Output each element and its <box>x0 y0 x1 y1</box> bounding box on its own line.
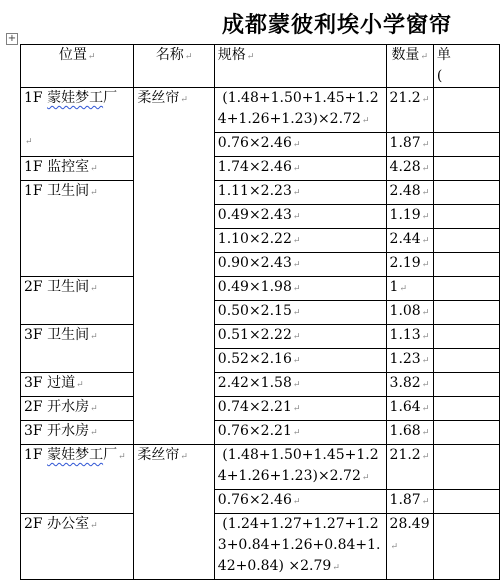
cell-unit <box>433 349 499 373</box>
cell-quantity: 1.68↵ <box>386 421 433 445</box>
paragraph-mark: ↵ <box>90 521 98 531</box>
paragraph-mark: ↵ <box>76 380 84 390</box>
paragraph-mark: ↵ <box>421 95 430 105</box>
table-header-row <box>21 45 500 88</box>
cell-location: 3F 过道↵ <box>21 373 134 397</box>
cell-quantity: 2.48↵ <box>386 181 433 205</box>
paragraph-mark: ↵ <box>421 356 430 366</box>
cell-unit <box>433 397 499 421</box>
table-row <box>21 445 500 490</box>
cell-quantity: 21.2↵ <box>386 445 433 490</box>
cell-location: 2F 卫生间↵ <box>21 277 134 325</box>
header-unit: 单 ( <box>433 45 499 88</box>
cell-quantity: 1.08↵ <box>386 301 433 325</box>
cell-spec: (1.24+1.27+1.27+1.23+0.84+1.26+0.84+1.42+0.84) ×2.79↵ <box>214 514 386 580</box>
paragraph-mark: ↵ <box>332 563 340 573</box>
paragraph-mark: ↵ <box>421 164 430 174</box>
paragraph-mark: ↵ <box>292 164 301 174</box>
paragraph-mark: ↵ <box>292 404 301 414</box>
paragraph-mark: ↵ <box>421 236 430 246</box>
table-row <box>21 277 500 301</box>
header-location: 位置↵ <box>21 45 134 88</box>
cell-location: 1F 蒙娃梦工厂 ↵ <box>21 88 134 157</box>
cell-unit <box>433 373 499 397</box>
document-title: 成都蒙彼利埃小学窗帘 <box>222 12 453 38</box>
cell-unit <box>433 181 499 205</box>
table-row <box>21 88 500 133</box>
paragraph-mark: ↵ <box>421 260 430 270</box>
cell-unit <box>433 253 499 277</box>
header-quantity: 数量↵ <box>386 45 433 88</box>
document-page <box>20 44 462 574</box>
cell-unit <box>433 421 499 445</box>
cell-quantity: 1.23↵ <box>386 349 433 373</box>
cell-unit <box>433 157 499 181</box>
table-row <box>21 397 500 421</box>
paragraph-mark: ↵ <box>421 188 430 198</box>
cell-quantity: 1.64↵ <box>386 397 433 421</box>
cell-unit <box>433 229 499 253</box>
cell-unit <box>433 445 499 490</box>
paragraph-mark: ↵ <box>421 428 430 438</box>
paragraph-mark: ↵ <box>361 116 370 126</box>
cell-spec: 0.90×2.43↵ <box>214 253 386 277</box>
paragraph-mark: ↵ <box>292 428 301 438</box>
cell-quantity: 1.13↵ <box>386 325 433 349</box>
paragraph-mark: ↵ <box>421 404 430 414</box>
paragraph-mark: ↵ <box>25 137 33 147</box>
table-row <box>21 514 500 580</box>
cell-spec: 0.76×2.46↵ <box>214 490 386 514</box>
cell-unit <box>433 325 499 349</box>
paragraph-mark: ↵ <box>90 428 98 438</box>
cell-unit <box>433 277 499 301</box>
cell-spec: (1.48+1.50+1.45+1.24+1.26+1.23)×2.72↵ <box>214 88 386 133</box>
paragraph-mark: ↵ <box>390 542 399 552</box>
cell-name: 柔丝帘↵ <box>134 445 214 580</box>
paragraph-mark: ↵ <box>180 95 188 105</box>
table-row <box>21 181 500 205</box>
cell-unit <box>433 301 499 325</box>
table-body <box>21 88 500 580</box>
header-name: 名称↵ <box>134 45 214 88</box>
cell-location: 3F 开水房↵ <box>21 421 134 445</box>
cell-location: 2F 办公室↵ <box>21 514 134 580</box>
paragraph-mark: ↵ <box>292 332 301 342</box>
paragraph-mark: ↵ <box>292 188 301 198</box>
cell-quantity: 1↵ <box>386 277 433 301</box>
paragraph-mark: ↵ <box>292 140 301 150</box>
paragraph-mark: ↵ <box>421 308 430 318</box>
cell-unit <box>433 88 499 133</box>
cell-spec: 2.42×1.58↵ <box>214 373 386 397</box>
cell-spec: 0.76×2.46↵ <box>214 133 386 157</box>
cell-spec: (1.48+1.50+1.45+1.24+1.26+1.23)×2.72↵ <box>214 445 386 490</box>
cell-location: 1F 卫生间↵ <box>21 181 134 277</box>
paragraph-mark: ↵ <box>292 260 301 270</box>
paragraph-mark: ↵ <box>292 308 301 318</box>
cell-quantity: 1.87↵ <box>386 133 433 157</box>
paragraph-mark: ↵ <box>180 452 188 462</box>
cell-spec: 0.49×1.98↵ <box>214 277 386 301</box>
cell-quantity: 1.19↵ <box>386 205 433 229</box>
paragraph-mark: ↵ <box>421 212 430 222</box>
cell-location: 2F 开水房↵ <box>21 397 134 421</box>
paragraph-mark: ↵ <box>292 284 301 294</box>
paragraph-mark: ↵ <box>399 284 408 294</box>
cell-location: 1F 蒙娃梦工厂↵ <box>21 445 134 514</box>
cell-location: 1F 监控室↵ <box>21 157 134 181</box>
paragraph-mark: ↵ <box>292 380 301 390</box>
paragraph-mark: ↵ <box>90 188 98 198</box>
cell-quantity: 21.2↵ <box>386 88 433 133</box>
paragraph-mark: ↵ <box>292 236 301 246</box>
table-row <box>21 373 500 397</box>
paragraph-mark: ↵ <box>90 164 98 174</box>
cell-spec: 0.49×2.43↵ <box>214 205 386 229</box>
cell-unit <box>433 133 499 157</box>
cell-quantity: 1.87↵ <box>386 490 433 514</box>
paragraph-mark: ↵ <box>421 140 430 150</box>
cell-spec: 0.50×2.15↵ <box>214 301 386 325</box>
cell-spec: 1.74×2.46↵ <box>214 157 386 181</box>
cell-location: 3F 卫生间↵ <box>21 325 134 373</box>
table-row <box>21 157 500 181</box>
cell-quantity: 2.19↵ <box>386 253 433 277</box>
cell-quantity: 2.44↵ <box>386 229 433 253</box>
paragraph-mark: ↵ <box>421 452 430 462</box>
paragraph-mark: ↵ <box>361 473 370 483</box>
paragraph-mark: ↵ <box>118 452 126 462</box>
cell-spec: 0.52×2.16↵ <box>214 349 386 373</box>
paragraph-mark: ↵ <box>292 356 301 366</box>
cell-spec: 0.74×2.21↵ <box>214 397 386 421</box>
paragraph-mark: ↵ <box>90 332 98 342</box>
cell-spec: 1.11×2.23↵ <box>214 181 386 205</box>
table-row <box>21 421 500 445</box>
paragraph-mark: ↵ <box>421 497 430 507</box>
curtain-spec-table <box>20 44 500 580</box>
paragraph-mark: ↵ <box>90 404 98 414</box>
paragraph-mark: ↵ <box>421 380 430 390</box>
table-row <box>21 325 500 349</box>
paragraph-mark: ↵ <box>421 332 430 342</box>
header-spec: 规格↵ <box>214 45 386 88</box>
paragraph-mark: ↵ <box>292 497 301 507</box>
cell-quantity: 4.28↵ <box>386 157 433 181</box>
cell-spec: 0.76×2.21↵ <box>214 421 386 445</box>
cell-spec: 0.51×2.22↵ <box>214 325 386 349</box>
cell-unit <box>433 514 499 580</box>
cell-unit <box>433 490 499 514</box>
cell-spec: 1.10×2.22↵ <box>214 229 386 253</box>
paragraph-mark: ↵ <box>292 212 301 222</box>
cell-quantity: 3.82↵ <box>386 373 433 397</box>
paragraph-mark: ↵ <box>90 284 98 294</box>
table-move-handle-icon[interactable]: + <box>7 33 17 44</box>
cell-name: 柔丝帘↵ <box>134 88 214 445</box>
cell-unit <box>433 205 499 229</box>
cell-quantity: 28.49↵ <box>386 514 433 580</box>
